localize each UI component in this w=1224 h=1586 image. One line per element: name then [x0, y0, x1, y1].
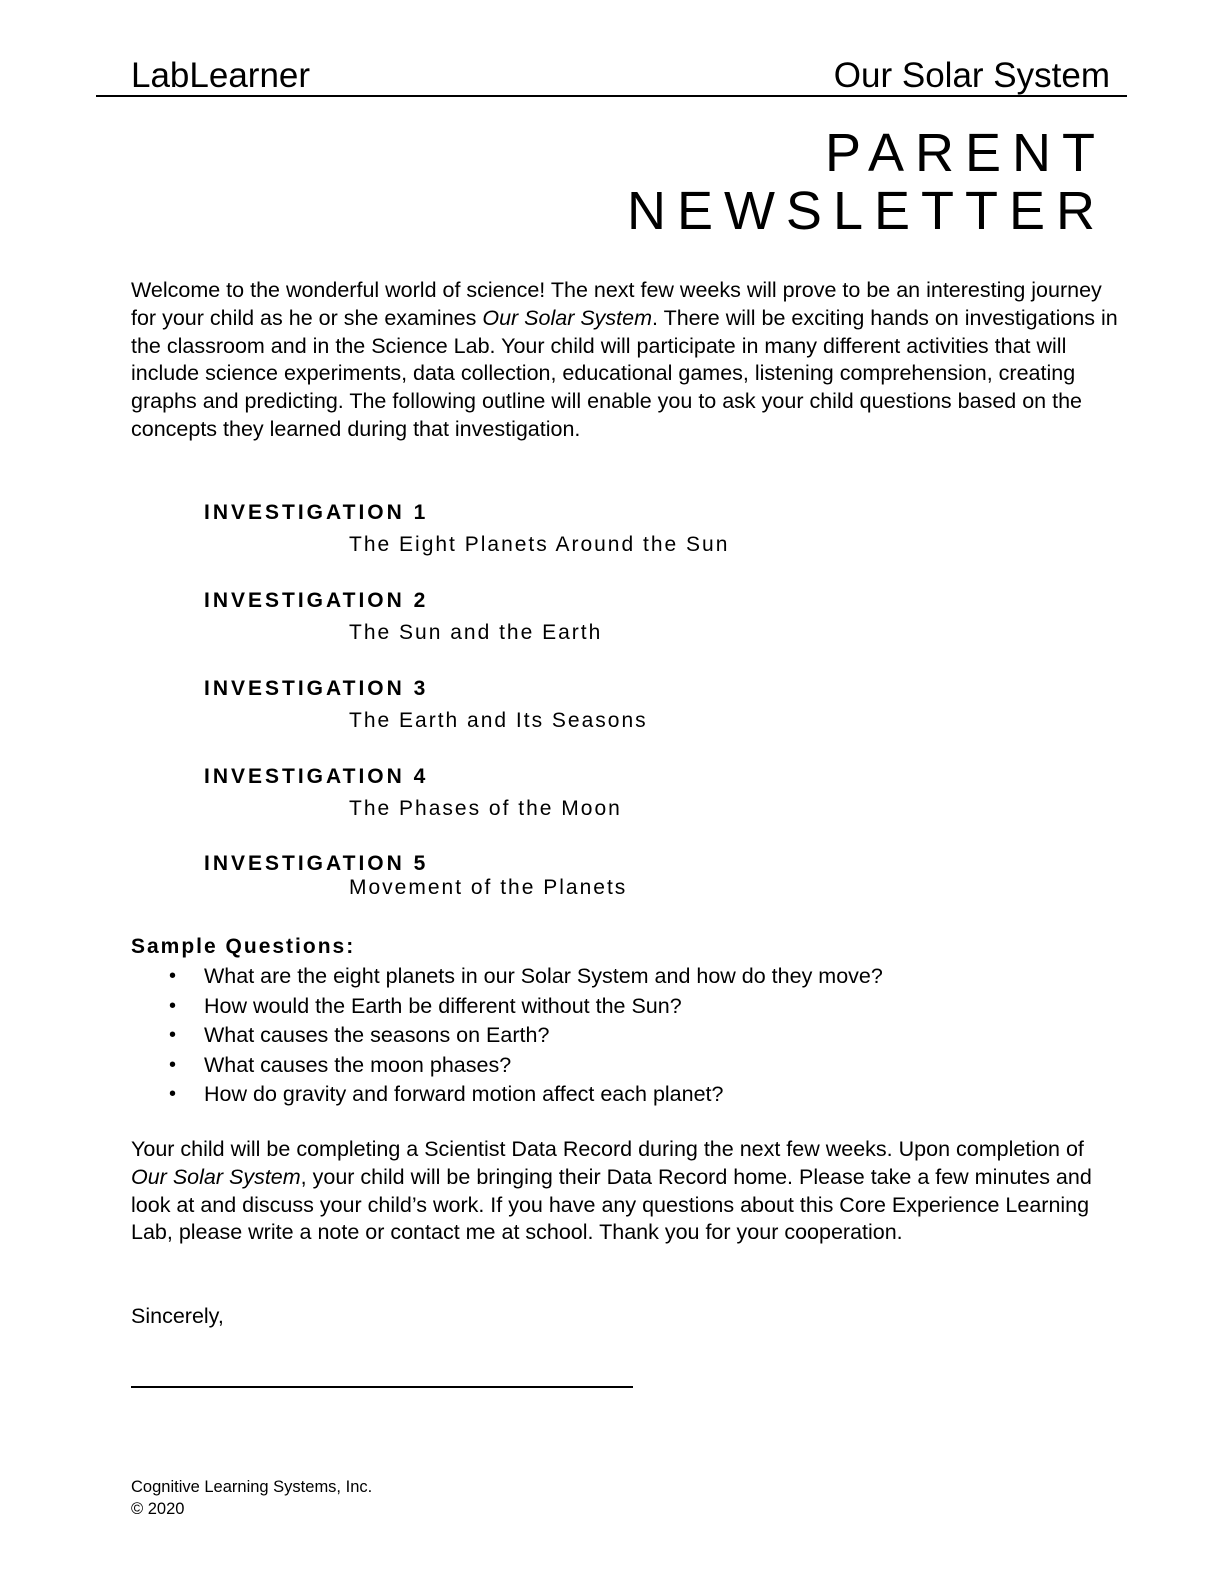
question-text: What causes the moon phases?: [204, 1052, 512, 1077]
bullet-icon: •: [169, 1053, 177, 1076]
investigation-title: The Sun and the Earth: [349, 621, 603, 644]
investigation-2: [204, 588, 602, 648]
closing-paragraph: [131, 1136, 1111, 1247]
closing-unit-name: Our Solar System: [131, 1164, 301, 1189]
question-text: What causes the seasons on Earth?: [204, 1023, 550, 1047]
investigation-title: The Phases of the Moon: [349, 797, 622, 820]
footer: [131, 1476, 372, 1520]
investigation-1: [204, 500, 729, 560]
bullet-icon: •: [169, 1024, 177, 1046]
investigation-heading: INVESTIGATION 4: [204, 765, 429, 788]
sample-questions-list: [131, 962, 883, 1110]
investigation-title: The Earth and Its Seasons: [349, 709, 648, 732]
list-item: [131, 1080, 883, 1110]
closing-text-1: Your child will be completing a Scientist Data Record during the next few weeks. Upon completion of: [131, 1137, 1084, 1161]
title-line-2: NEWSLETTER: [626, 181, 1106, 241]
signature-line: [131, 1386, 633, 1388]
page-title: [627, 124, 1106, 240]
header-divider: [96, 95, 1127, 97]
investigation-5: [204, 851, 627, 903]
investigation-3: [204, 676, 648, 736]
investigation-4: [204, 764, 622, 824]
bullet-icon: •: [169, 965, 177, 987]
bullet-icon: •: [169, 1083, 177, 1105]
investigation-title: Movement of the Planets: [349, 876, 628, 899]
intro-text-1: Welcome to the wonderful world of science! The next few weeks will prove to be an interesting journey for your child as he or she examines: [131, 278, 1102, 330]
question-text: How would the Earth be different without the Sun?: [204, 993, 682, 1018]
footer-copyright: © 2020: [131, 1500, 185, 1518]
investigation-title: The Eight Planets Around the Sun: [349, 533, 730, 556]
header-brand: LabLearner: [131, 56, 311, 95]
intro-text-2: . There will be exciting hands on investigations in the classroom and in the Science Lab. Your child will participate in many different activities that will include science experiments, data collection, educational games, listening comprehension, creating graphs and predicting. The following outline will enable you to ask your child questions based on the concepts they learned during that investigation.: [131, 305, 1118, 441]
closing-text-2: , your child will be bringing their Data Record home. Please take a few minutes and look at and discuss your child’s work. If you have any questions about this Core Experience Learning Lab, please write a note or contact me at school. Thank you for your cooperation.: [131, 1164, 1092, 1245]
footer-company: Cognitive Learning Systems, Inc.: [131, 1478, 373, 1496]
investigation-heading: INVESTIGATION 1: [204, 501, 429, 524]
investigation-heading: INVESTIGATION 5: [204, 852, 429, 875]
list-item: [131, 1021, 883, 1051]
title-line-1: PARENT: [824, 123, 1106, 183]
investigation-heading: INVESTIGATION 2: [204, 589, 429, 612]
intro-paragraph: [131, 277, 1121, 444]
list-item: [131, 962, 883, 992]
signoff: Sincerely,: [131, 1304, 224, 1328]
bullet-icon: •: [169, 994, 177, 1017]
list-item: [131, 992, 883, 1022]
sample-questions-label: Sample Questions:: [131, 935, 356, 958]
investigation-heading: INVESTIGATION 3: [204, 677, 429, 700]
intro-unit-name: Our Solar System: [482, 305, 653, 330]
question-text: What are the eight planets in our Solar System and how do they move?: [204, 964, 883, 988]
question-text: How do gravity and forward motion affect each planet?: [204, 1082, 724, 1106]
list-item: [131, 1051, 883, 1081]
header-unit-title: Our Solar System: [833, 56, 1110, 95]
